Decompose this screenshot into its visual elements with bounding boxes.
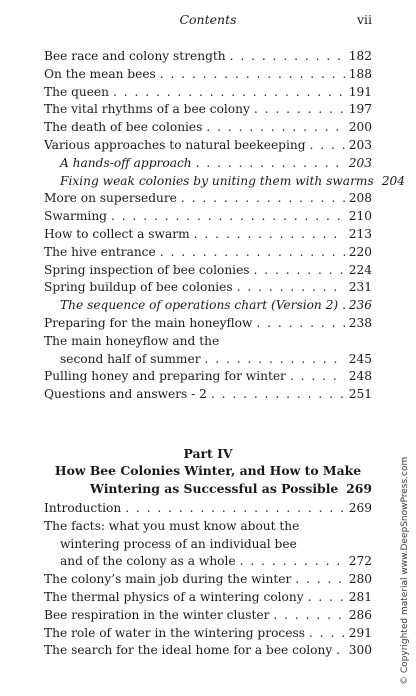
toc-entry-page: 210: [348, 209, 372, 224]
toc-entry-page: 238: [348, 315, 372, 330]
toc-entry-title: Questions and answers - 2: [44, 387, 207, 402]
toc-leader-dots: [240, 553, 345, 571]
toc-entry: [44, 173, 405, 191]
toc-leader-dots: [206, 119, 344, 137]
toc-section-b: [44, 500, 372, 660]
toc-leader-dots: [309, 625, 345, 643]
toc-entry-page: 213: [348, 226, 372, 241]
toc-entry-title: Introduction: [44, 501, 122, 515]
toc-entry: [44, 315, 372, 333]
toc-entry-title: More on supersedure: [44, 191, 177, 206]
toc-entry-page: 245: [348, 351, 372, 366]
toc-leader-dots: [196, 155, 345, 173]
toc-leader-dots: [254, 262, 345, 280]
toc-entry: [44, 642, 372, 660]
toc-entry: [44, 226, 372, 244]
toc-entry-title: How to collect a swarm: [44, 226, 190, 241]
toc-entry-title-line3: and of the colony as a whole: [60, 554, 236, 569]
toc-leader-dots: [342, 297, 345, 315]
toc-entry-page: 280: [348, 572, 372, 587]
toc-entry-title: The search for the ideal home for a bee colony: [44, 643, 333, 658]
toc-leader-dots: [113, 84, 345, 102]
toc-entry: [44, 262, 372, 280]
part-title-line1: How Bee Colonies Winter, and How to Make: [54, 463, 362, 478]
copyright-watermark: © Copyrighted material www.DeepSnowPress.com: [400, 456, 410, 685]
toc-entry-title: The sequence of operations chart (Version 2): [60, 298, 339, 313]
toc-entry-title: Bee respiration in the winter cluster: [44, 607, 270, 622]
toc-entry-title-line2: wintering process of an individual bee: [60, 536, 297, 551]
toc-entry-page: 251: [348, 387, 372, 402]
toc-entry-page: 272: [348, 554, 372, 569]
toc-entry-title: Fixing weak colonies by uniting them with swarms: [60, 173, 374, 188]
toc-entry: [44, 119, 372, 137]
toc-entry-page: 300: [348, 643, 372, 658]
toc-entry: [44, 279, 372, 297]
toc-entry-title: The queen: [44, 84, 109, 99]
toc-entry: [44, 368, 372, 386]
toc-entry: [44, 607, 372, 625]
toc-entry: [44, 155, 372, 173]
toc-entry-page: 269: [348, 501, 372, 515]
toc-entry-page: 208: [348, 191, 372, 206]
part-title-line2-text: Wintering as Successful as Possible: [90, 481, 339, 496]
toc-entry: [44, 208, 372, 226]
toc-entry-page: 204: [381, 173, 405, 188]
toc-entry: [44, 66, 372, 84]
toc-entry-page: 197: [348, 102, 372, 117]
toc-entry-title: Pulling honey and preparing for winter: [44, 369, 286, 384]
toc-leader-dots: [336, 642, 344, 660]
toc-leader-dots: [256, 315, 344, 333]
toc-entry-multiline: [44, 333, 372, 369]
toc-entry-page: 224: [348, 262, 372, 277]
toc-entry-title: A hands-off approach: [60, 155, 192, 170]
toc-leader-dots: [254, 101, 345, 119]
toc-entry-title: Bee race and colony strength: [44, 49, 226, 63]
toc-entry-page: 286: [348, 607, 372, 622]
toc-entry: [44, 386, 372, 404]
toc-entry: [44, 190, 372, 208]
toc-leader-dots: [160, 66, 345, 84]
toc-entry-page: 203: [348, 155, 372, 170]
toc-leader-dots: [310, 137, 345, 155]
toc-entry-page: 188: [348, 66, 372, 81]
toc-entry-title: Spring buildup of bee colonies: [44, 280, 233, 295]
toc-entry: [44, 137, 372, 155]
toc-leader-dots: [295, 571, 344, 589]
toc-entry: [44, 244, 372, 262]
toc-entry-page: 200: [348, 120, 372, 135]
toc-entry: [44, 500, 372, 518]
toc-leader-dots: [237, 279, 345, 297]
toc-entry-title-line1: The main honeyflow and the: [44, 333, 220, 348]
toc-entry-title: The thermal physics of a wintering colony: [44, 589, 304, 604]
toc-leader-dots: [205, 351, 345, 369]
toc-leader-dots: [290, 368, 345, 386]
toc-entry: [44, 84, 372, 102]
toc-entry-page: 182: [348, 49, 372, 63]
toc-leader-dots: [160, 244, 345, 262]
toc-leader-dots: [194, 226, 345, 244]
toc-entry-title: On the mean bees: [44, 66, 156, 81]
toc-leader-dots: [111, 208, 345, 226]
toc-entry: [44, 625, 372, 643]
toc-entry: [44, 589, 372, 607]
toc-entry-page: 236: [348, 298, 372, 313]
toc-section-a: [44, 48, 405, 404]
toc-entry-title-line2: second half of summer: [60, 351, 201, 366]
toc-entry-page: 291: [348, 625, 372, 640]
toc-entry: [44, 101, 372, 119]
toc-entry: [44, 571, 372, 589]
running-head-title: Contents: [179, 12, 237, 27]
part-label: Part IV: [183, 446, 233, 461]
running-head-page-number: vii: [356, 12, 372, 27]
toc-leader-dots: [181, 190, 345, 208]
part-title-page: 269: [346, 481, 372, 496]
toc-leader-dots: [308, 589, 345, 607]
toc-entry-page: 231: [348, 280, 372, 295]
toc-entry-page: 281: [348, 589, 372, 604]
running-head: [44, 12, 372, 30]
toc-entry-title: The vital rhythms of a bee colony: [44, 102, 250, 117]
toc-entry-title: Swarming: [44, 209, 107, 224]
toc-entry-page: 191: [348, 84, 372, 99]
toc-entry-title: The role of water in the wintering process: [44, 625, 305, 640]
toc-entry: [44, 297, 372, 315]
toc-entry-title: The hive entrance: [44, 244, 156, 259]
toc-entry-multiline: [44, 518, 372, 571]
toc-entry-title-line1: The facts: what you must know about the: [44, 518, 300, 533]
toc-entry-page: 248: [348, 369, 372, 384]
toc-leader-dots: [273, 607, 344, 625]
toc-entry-title: Spring inspection of bee colonies: [44, 262, 250, 277]
toc-entry-title: Various approaches to natural beekeeping: [44, 137, 306, 152]
toc-entry-title: The death of bee colonies: [44, 120, 203, 135]
toc-entry-page: 203: [348, 137, 372, 152]
toc-leader-dots: [230, 48, 345, 66]
toc-entry-page: 220: [348, 244, 372, 259]
toc-entry-title: Preparing for the main honeyflow: [44, 315, 253, 330]
toc-leader-dots: [211, 386, 345, 404]
toc-entry: [44, 48, 372, 66]
toc-leader-dots: [125, 500, 345, 518]
toc-entry-title: The colony’s main job during the winter: [44, 572, 292, 587]
